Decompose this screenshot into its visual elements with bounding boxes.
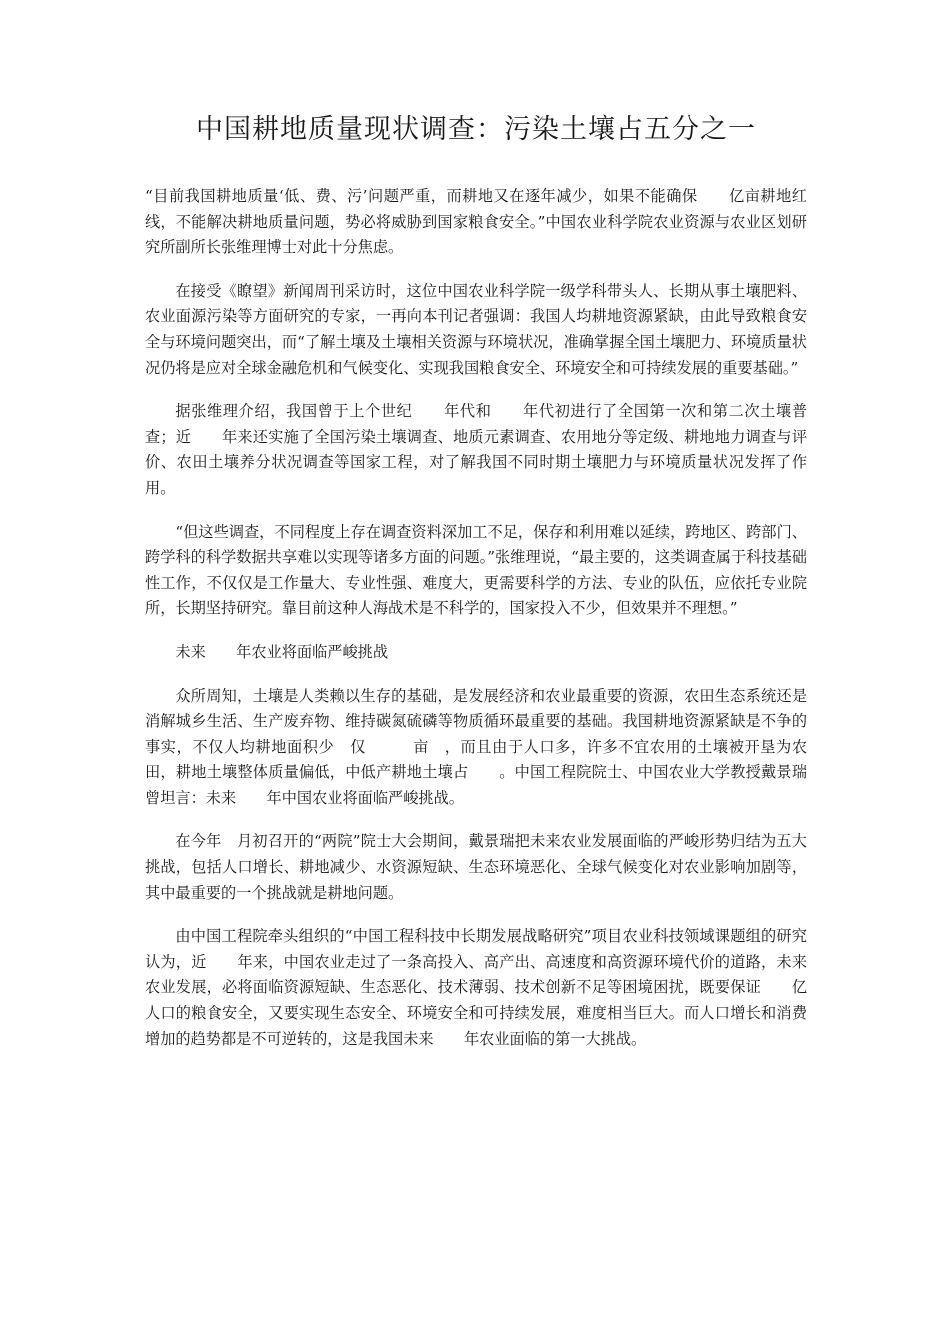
paragraph: 众所周知，土壤是人类赖以生存的基础，是发展经济和农业最重要的资源，农田生态系统还是消解城乡生活、生产废弃物、维持碳氮硫磷等物质循环最重要的基础。我国耕地资源紧缺是不争的事实，不仅人均耕地面积少 仅 亩 ，而且由于人口多，许多不宜农用的土壤被开垦为农田，耕地土壤整体质量偏低，中低产耕地土壤占 。中国工程院院士、中国农业大学教授戴景瑞曾坦言：未来 年中国农业将面临严峻挑战。 — [145, 686, 807, 807]
paragraph: 在今年 月初召开的“两院”院士大会期间，戴景瑞把未来农业发展面临的严峻形势归结为五大挑战，包括人口增长、耕地减少、水资源短缺、生态环境恶化、全球气候变化对农业影响加剧等，其中最重要的一个挑战就是耕地问题。 — [145, 832, 807, 902]
article-title: 中国耕地质量现状调查：污染土壤占五分之一 — [196, 114, 756, 145]
paragraph: “但这些调查，不同程度上存在调查资料深加工不足，保存和利用难以延续，跨地区、跨部门、跨学科的科学数据共享难以实现等诸多方面的问题。”张维理说，“最主要的，这类调查属于科技基础性工作，不仅仅是工作量大、专业性强、难度大，更需要科学的方法、专业的队伍，应依托专业院所，长期坚持研究。靠目前这种人海战术是不科学的，国家投入不少，但效果并不理想。” — [145, 522, 807, 618]
paragraph: 据张维理介绍，我国曾于上个世纪 年代和 年代初进行了全国第一次和第二次土壤普查；近 年来还实施了全国污染土壤调查、地质元素调查、农用地分等定级、耕地地力调查与评价、农田土壤养分状况调查等国家工程，对了解我国不同时期土壤肥力与环境质量状况发挥了作用。 — [145, 402, 807, 497]
paragraph: 在接受《瞭望》新闻周刊采访时，这位中国农业科学院一级学科带头人、长期从事土壤肥料、农业面源污染等方面研究的专家，一再向本刊记者强调：我国人均耕地资源紧缺，由此导致粮食安全与环境问题突出，而“了解土壤及土壤相关资源与环境状况，准确掌握全国土壤肥力、环境质量状况仍将是应对全球金融危机和气候变化、实现我国粮食安全、环境安全和可持续发展的重要基础。” — [145, 281, 807, 377]
section-heading: 未来 年农业将面临严峻挑战 — [175, 642, 389, 661]
paragraph: 由中国工程院牵头组织的“中国工程科技中长期发展战略研究”项目农业科技领域课题组的研究认为，近 年来，中国农业走过了一条高投入、高产出、高速度和高资源环境代价的道路，未来农业发展，必将面临资源短缺、生态恶化、技术薄弱、技术创新不足等困境困扰，既要保证 亿人口的粮食安全，又要实现生态安全、环境安全和可持续发展，难度相当巨大。而人口增长和消费增加的趋势都是不可逆转的，这是我国未来 年农业面临的第一大挑战。 — [145, 927, 807, 1048]
article-body — [145, 184, 807, 1070]
paragraph-intro: “目前我国耕地质量‘低、费、污’问题严重，而耕地又在逐年减少，如果不能确保 亿亩耕地红线，不能解决耕地质量问题，势必将威胁到国家粮食安全。”中国农业科学院农业资源与农业区划研究所副所长张维理博士对此十分焦虑。 — [145, 187, 807, 257]
